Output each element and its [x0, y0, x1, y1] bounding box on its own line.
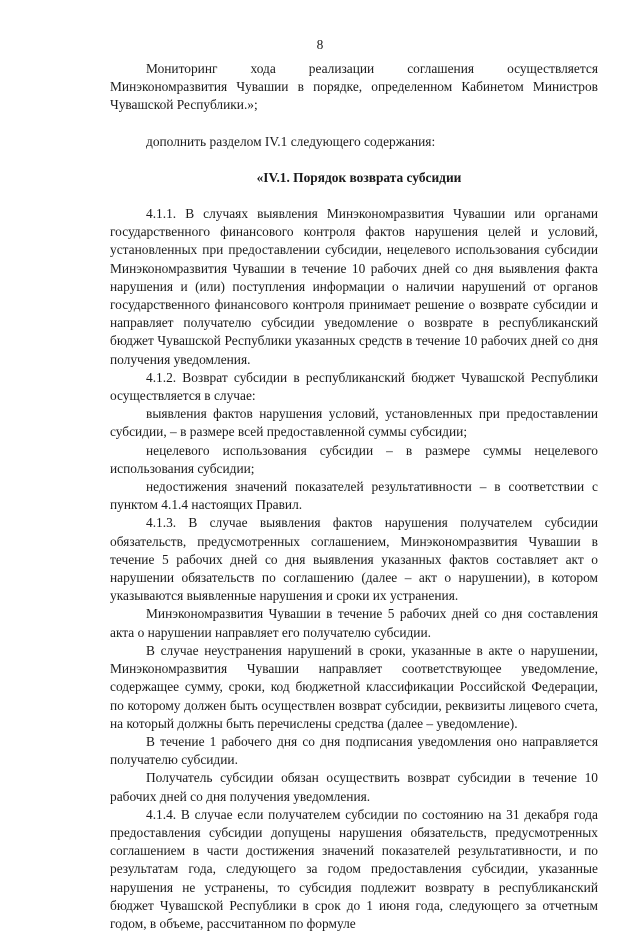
paragraph-notice-delivery: В течение 1 рабочего дня со дня подписания уведомления оно направляется получателю субсидии. [110, 733, 598, 768]
paragraph-4-1-4: 4.1.4. В случае если получателем субсидии по состоянию на 31 декабря года предоставления субсидии допущены нарушения обязательств, предусмотренных соглашением в части достижения значений показателей результативности, и по результатам года, следующего за годом предоставления субсидии, указанные нарушения не устранены, то субсидия подлежит возврату в республиканский бюджет Чувашской Республики в срок до 1 июня года, следующего за отчетным годом, в объеме, рассчитанном по формуле [110, 806, 598, 931]
paragraph-notice: В случае неустранения нарушений в сроки, указанные в акте о нарушении, Минэкономразвития Чувашии направляет соответствующее уведомление, содержащее сумму, сроки, код бюджетной классификации Российской Федерации, по которому должен быть осуществлен возврат субсидии, реквизиты лицевого счета, на который должны быть перечислены средства (далее – уведомление). [110, 642, 598, 731]
paragraph-act-delivery: Минэкономразвития Чувашии в течение 5 рабочих дней со дня составления акта о нарушении направляет его получателю субсидии. [110, 606, 598, 640]
paragraph-amendment-intro: дополнить разделом IV.1 следующего содержания: [146, 133, 436, 149]
page-number: 8 [316, 37, 324, 52]
paragraph-return-obligation: Получатель субсидии обязан осуществить возврат субсидии в течение 10 рабочих дней со дня получения уведомления. [110, 770, 598, 804]
list-item-violation: выявления фактов нарушения условий, установленных при предоставлении субсидии, – в размере всей предоставленной суммы субсидии; [110, 406, 598, 440]
section-heading: «IV.1. Порядок возврата субсидии [256, 169, 462, 185]
paragraph-4-1-2: 4.1.2. Возврат субсидии в республиканский бюджет Чувашской Республики осуществляется в случае: [110, 369, 598, 404]
paragraph-4-1-3: 4.1.3. В случае выявления фактов нарушения получателем субсидии обязательств, предусмотренных соглашением, Минэкономразвития Чувашии в течение 5 рабочих дней со дня выявления указанных фактов составляет акт о нарушении обязательств по соглашению (далее – акт о нарушении), в котором указываются выявленные нарушения и сроки их устранения. [110, 515, 598, 604]
list-item-underperformance: недостижения значений показателей результативности – в соответствии с пунктом 4.1.4 настоящих Правил. [110, 479, 598, 513]
paragraph-4-1-1: 4.1.1. В случаях выявления Минэкономразвития Чувашии или органами государственного финансового контроля фактов нарушения целей и условий, установленных при предоставлении субсидии, нецелевого использования субсидии Минэкономразвития Чувашии в течение 10 рабочих дней со дня выявления факта нарушения и (или) поступления информации о наличии нарушений от органов государственного финансового контроля принимает решение о возврате субсидии и направляет получателю субсидии уведомление о возврате в республиканский бюджет Чувашской Республики указанных средств в течение 10 рабочих дней со дня получения уведомления. [110, 206, 598, 367]
list-item-misuse: нецелевого использования субсидии – в размере суммы нецелевого использования субсидии; [110, 442, 598, 476]
paragraph-monitoring: Мониторинг хода реализации соглашения осуществляется Минэкономразвития Чувашии в порядке, определенном Кабинетом Министров Чувашской Республики.»; [110, 61, 598, 113]
document-body [110, 60, 598, 933]
